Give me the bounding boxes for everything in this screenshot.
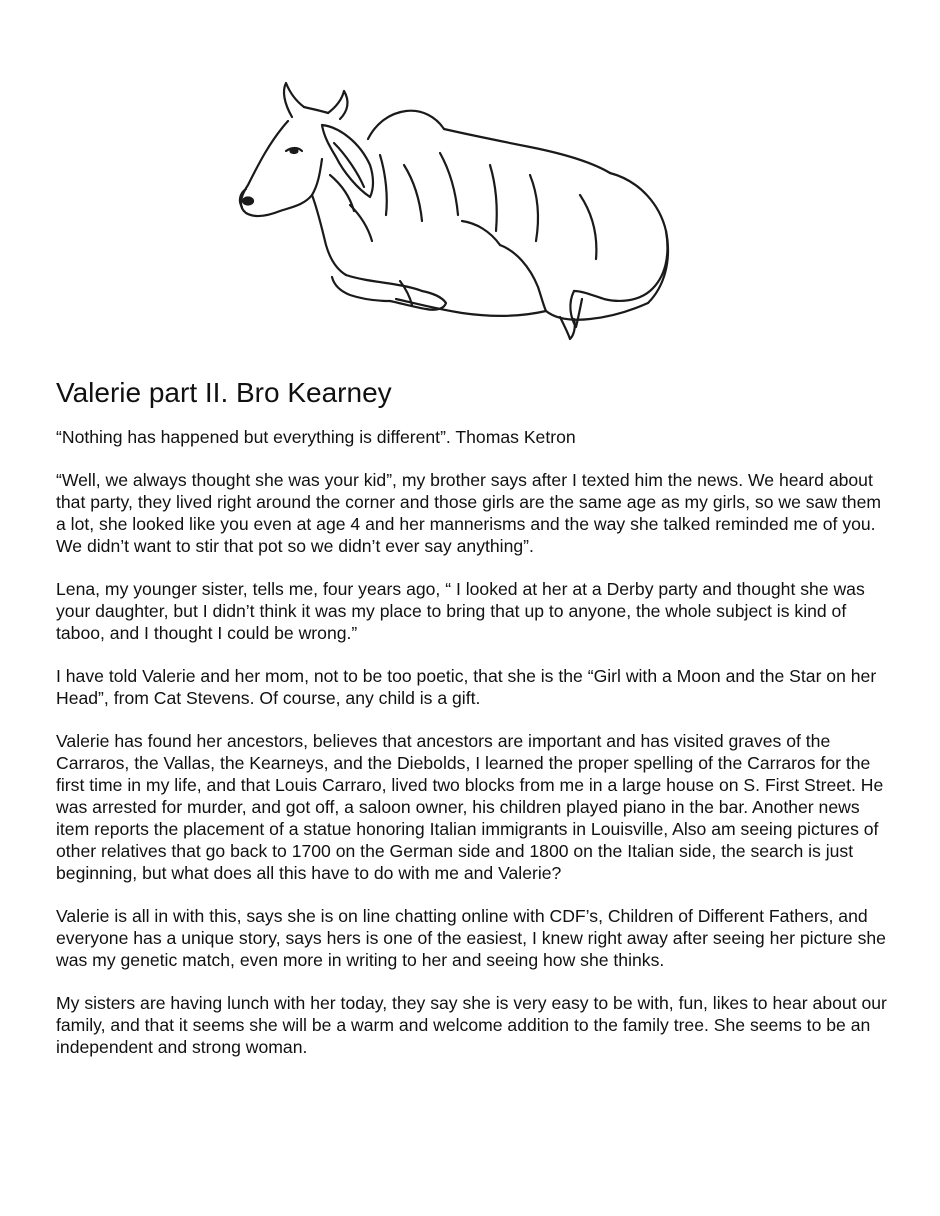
- paragraph-cdf: Valerie is all in with this, says she is on line chatting online with CDF’s, Children of Different Fathers, and everyone has a unique story, says hers is one of the easiest, I knew right away after seeing her picture she was my genetic match, even more in writing to her and seeing how she thinks.: [56, 906, 886, 970]
- paragraph-lena: Lena, my younger sister, tells me, four years ago, “ I looked at her at a Derby party and thought she was your daughter, but I didn’t think it was my place to bring that up to anyone, the whole subject is kind of taboo, and I thought I could be wrong.”: [56, 579, 865, 643]
- reclining-cow-icon: [200, 55, 700, 345]
- paragraph-brother: “Well, we always thought she was your kid”, my brother says after I texted him the news. We heard about that party, they lived right around the corner and those girls are the same age as my girls, so we saw them a lot, she looked like you even at age 4 and her mannerisms and the way she talked reminded me of you. We didn’t want to stir that pot so we didn’t ever say anything”.: [56, 470, 882, 556]
- paragraph-cat-stevens: I have told Valerie and her mom, not to be too poetic, that she is the “Girl with a Moon and the Star on her Head”, from Cat Stevens. Of course, any child is a gift.: [56, 666, 877, 708]
- cow-illustration: [200, 55, 700, 345]
- paragraph-ancestors: Valerie has found her ancestors, believes that ancestors are important and has visited graves of the Carraros, the Vallas, the Kearneys, and the Diebolds, I learned the proper spelling of the Carraros for the first time in my life, and that Louis Carraro, lived two blocks from me in a large house on S. First Street. He was arrested for murder, and got off, a saloon owner, his children played piano in the bar. Another news item reports the placement of a statue honoring Italian immigrants in Louisville, Also am seeing pictures of other relatives that go back to 1700 on the German side and 1800 on the Italian side, the search is just beginning, but what does all this have to do with me and Valerie?: [56, 731, 884, 883]
- paragraph-quote: “Nothing has happened but everything is different”. Thomas Ketron: [56, 427, 576, 447]
- document-body: [56, 374, 888, 1079]
- paragraph-sisters: My sisters are having lunch with her today, they say she is very easy to be with, fun, likes to hear about our family, and that it seems she will be a warm and welcome addition to the family tree. She seems to be an independent and strong woman.: [56, 993, 887, 1057]
- page-title: Valerie part II. Bro Kearney: [56, 377, 392, 408]
